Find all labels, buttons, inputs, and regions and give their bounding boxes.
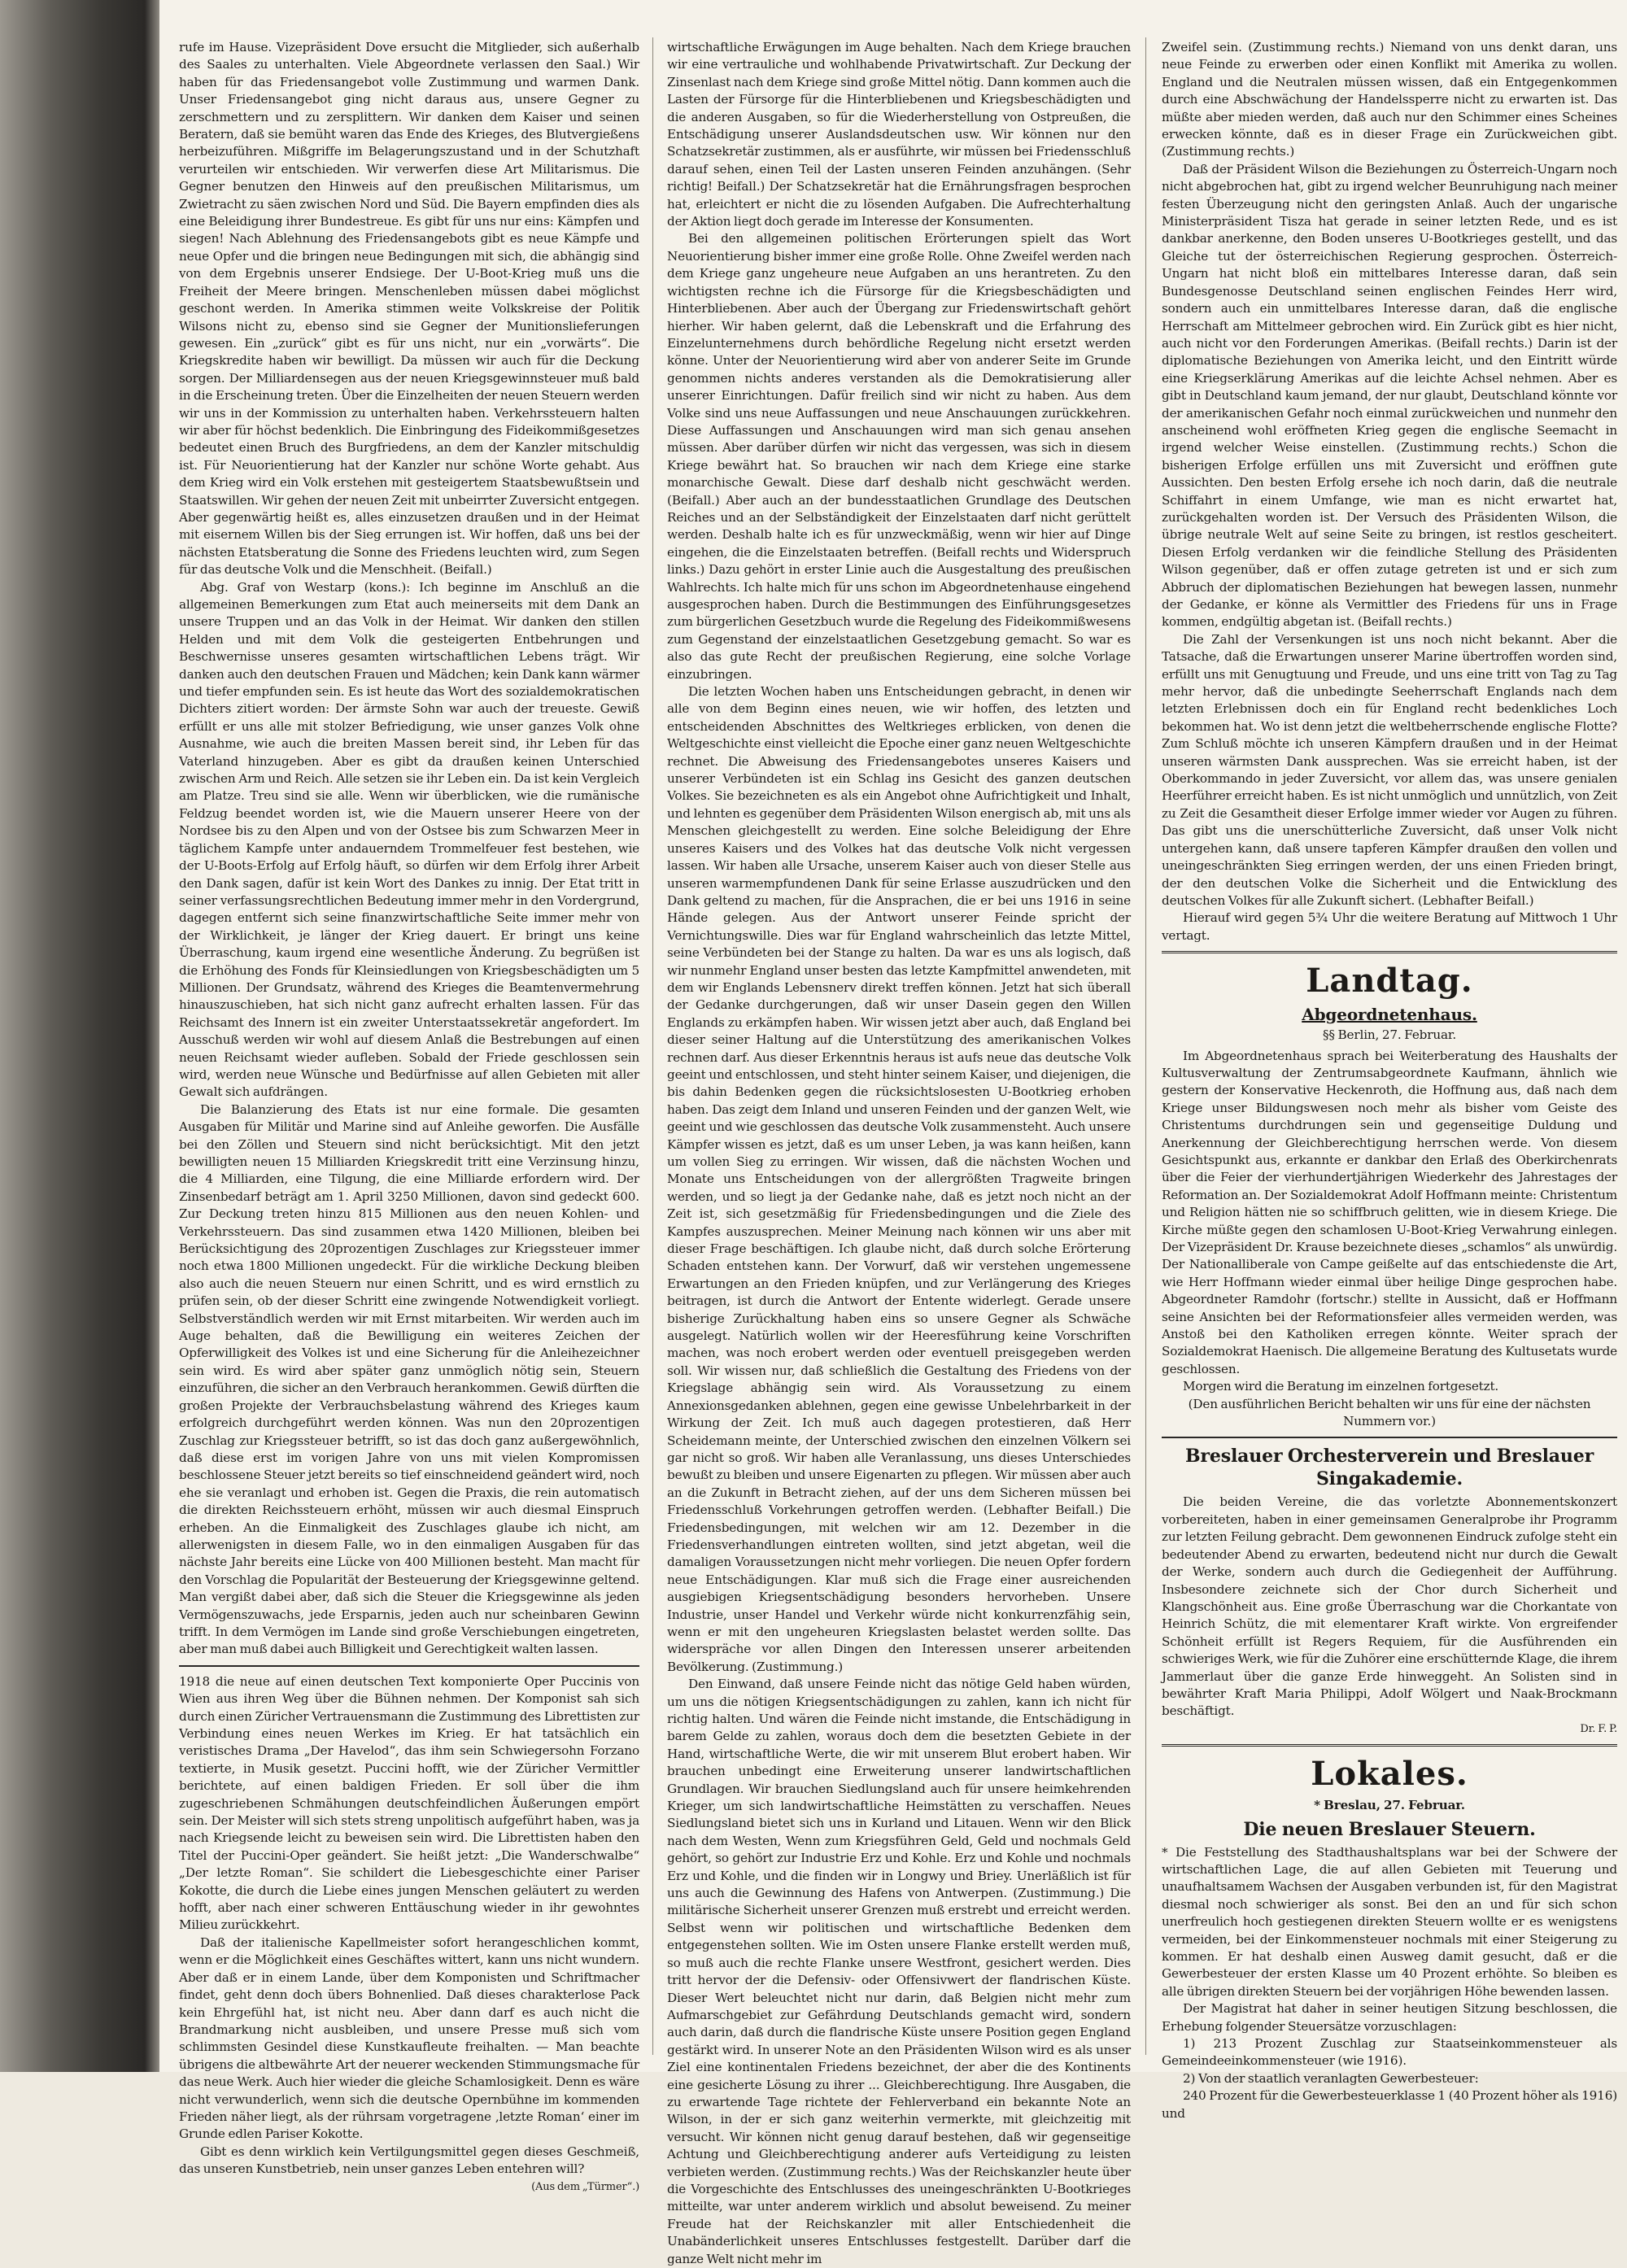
orchester-signature: Dr. F. P.	[1580, 1722, 1617, 1735]
col1-paragraph: Abg. Graf von Westarp (kons.): Ich beginne im Anschluß an die allgemeinen Bemerkungen zum Etat auch meinerseits mit dem Dank an unsere Truppen und an das Volk in der Heimat. Wir danken den stillen Helden und mit dem Volk die gesteigerten Entbehrungen und Beschwernisse unseres gesamten wirtschaftlichen Lebens trägt. Wir danken auch den deutschen Frauen und Mädchen; kein Dank kann wärmer und tiefer empfunden sein. Es ist heute das Wort des sozialdemokratischen Dichters zitiert worden: Der ärmste Sohn war auch der treueste. Gewiß erfüllt er uns alle mit stolzer Befriedigung, wie unser ganzes Volk ohne Ausnahme, wie auch die breiten Massen bereit sind, ihr Leben für das Vaterland hinzugeben. Aber es gibt da draußen keinen Unterschied zwischen Arm und Reich. Alle setzen sie ihr Leben ein. Da ist kein Vergleich am Platze. Treu sind sie alle. Wenn wir überblicken, wie die rumänische Feldzug beendet worden ist, wie die Mauern unserer Heere von der Nordsee bis zu den Alpen und von der Ostsee bis zum Schwarzen Meer in täglichem Kampfe unter andauerndem Trommelfeuer fest bestehen, wie der U-Boots-Erfolg auf Erfolg häuft, so dürfen wir dem Erfolg ihrer Arbeit den Dank sagen, dafür ist kein Wort des Dankes zu innig. Der Etat tritt in seiner verfassungsrechtlichen Bedeutung immer mehr in den Vordergrund, dagegen entfernt sich seine finanzwirtschaftliche Seite immer mehr von der Wirklichkeit, je länger der Krieg dauert. Er bringt uns keine Überraschung, kaum irgend eine wesentliche Änderung. Zu begrüßen ist die Erhöhung des Fonds für Kleinsiedlungen von Kriegsbeschädigten um 5 Millionen. Der Grundsatz, während des Krieges die Beamtenvermehrung hinauszuschieben, hat sich nicht ganz aufrecht erhalten lassen. Für das Reichsamt des Innern ist ein zweiter Unterstaatssekretär angefordert. Im Ausschuß werden wir wohl auf diesem Anlaß die Bestrebungen auf einen neuen Reichsamt wieder aufleben. Sobald der Friede geschlossen sein wird, werden neue Wünsche und Bedürfnisse auf allen Gebieten mit aller Gewalt sich aufdrängen.	[179, 579, 639, 1100]
newspaper-page	[159, 0, 1627, 2266]
orchester-paragraph: Die beiden Vereine, die das vorletzte Abonnementskonzert vorbereiteten, haben in einer gemeinsamen Generalprobe ihr Programm zur letzten Feilung gebracht. Dem gewonnenen Eindruck zufolge steht ein bedeutender Abend zu erwarten, bedeutend nicht nur durch die Gewalt der Werke, sondern auch durch die Gediegenheit der Aufführung. Insbesondere zeichnete sich der Chor durch Sicherheit und Klangschönheit aus. Eine große Überraschung war die Chorkantate von Heinrich Schütz, die mit elementarer Kraft wirkte. Von ergreifender Schönheit erfüllt ist Regers Requiem, für die Ausführenden ein schwieriges Werk, wie für die Zuhörer eine erschütternde Klage, die ihrem Jammerlaut über die ganze Erde hinweggeht. An Solisten sind in bewährter Kraft Maria Philippi, Adolf Wölgert und Naak-Brockmann beschäftigt.	[1162, 1494, 1617, 1719]
col3-paragraph: Daß der Präsident Wilson die Beziehungen zu Österreich-Ungarn noch nicht abgebrochen hat, gibt zu irgend welcher Beunruhigung nach meiner festen Überzeugung nicht den geringsten Anlaß. Auch der ungarische Ministerpräsident Tisza hat gerade in seiner letzten Rede, und es ist dankbar anerkenne, den Boden unseres U-Bootkrieges gestellt, und das Gleiche tut der österreichischen Regierung gesprochen. Österreich-Ungarn hat nicht bloß ein mittelbares Interesse daran, daß sein Bundesgenosse Deutschland seinen englischen Feindes Herr wird, sondern auch ein unmittelbares Interesse daran, daß die englische Herrschaft am Mittelmeer gebrochen wird. Ein Zurück gibt es hier nicht, auch nicht vor den Forderungen Amerikas. (Beifall rechts.) Darin ist der diplomatische Beziehungen von Amerika leicht, und den Eintritt würde eine Kriegserklärung Amerikas auf die leichte Achsel nehmen. Aber es gibt in Deutschland kaum jemand, der nur glaubt, Deutschland könnte vor der amerikanischen Gefahr noch einmal zurückweichen und nunmehr den anscheinend wohl eröffneten Krieg gegen die englische Seemacht in irgend welcher Weise einstellen. (Zustimmung rechts.) Schon die bisherigen Erfolge erfüllen uns mit Zuversicht und eröffnen gute Aussichten. Den besten Erfolg ersehe ich noch darin, daß die neutrale Schiffahrt in einem Umfange, wie man es nicht erwartet hat, zurückgehalten worden ist. Der Versuch des Präsidenten Wilson, die übrige neutrale Welt auf seine Seite zu bringen, ist restlos gescheitert. Diesen Erfolg verdanken wir die feindliche Stellung des Präsidenten Wilson gegenüber, daß er offen zutage getreten ist und er sich zum Abbruch der diplomatischen Beziehungen hat bewegen lassen, nunmehr der Gedanke, er könne als Vermittler des Friedens für uns in Frage kommen, endgültig abgetan ist. (Beifall rechts.)	[1162, 161, 1617, 630]
col3-paragraph: Die Zahl der Versenkungen ist uns noch nicht bekannt. Aber die Tatsache, daß die Erwartungen unserer Marine übertroffen worden sind, erfüllt uns mit Genugtuung und Freude, und uns eine tritt von Tag zu Tag mehr hervor, daß die unbedingte Seeherrschaft Englands nach dem letzten Erlebnissen doch ein für England recht bedenkliches Loch bekommen hat. Wo ist denn jetzt die weltbeherrschende englische Flotte? Zum Schluß möchte ich unseren Kämpfern draußen und in der Heimat unseren wärmsten Dank aussprechen. Was sie erreicht haben, ist der Oberkommando in jeder Zuversicht, vor allem das, was unsere genialen Heerführer erreicht haben. Es ist nicht unmöglich und unnützlich, von Zeit zu Zeit die Gesamtheit dieser Erfolge immer wieder vor Augen zu führen. Das gibt uns die unerschütterliche Zuversicht, daß unser Volk nicht untergehen kann, daß unsere tapferen Kämpfer draußen den vollen und uneingeschränkten Sieg erringen werden, der uns einen Frieden bringt, der den deutschen Volke die Sicherheit und die Entwicklung des deutschen Volkes für alle Zukunft sichert. (Lebhafter Beifall.)	[1162, 631, 1617, 908]
landtag-paragraph: Morgen wird die Beratung im einzelnen fortgesetzt.	[1183, 1379, 1499, 1394]
orchester-divider	[1162, 1437, 1617, 1438]
column-3	[1162, 39, 1617, 2121]
feuilleton	[179, 1673, 639, 2196]
col3-paragraph: Zweifel sein. (Zustimmung rechts.) Niemand von uns denkt daran, uns neue Feinde zu erwerben oder einen Konflikt mit Amerika zu wollen. England und die Neutralen müssen wissen, daß ein Entgegenkommen durch eine Abschwächung der Handelssperre nicht zu erwarten ist. Das müßte aber mieden werden, daß auch nur den Schimmer eines Scheines erwecken könnte, daß es in dieser Frage ein Zurückweichen gibt. (Zustimmung rechts.)	[1162, 40, 1617, 159]
landtag-dateline: §§ Berlin, 27. Februar.	[1322, 1027, 1457, 1043]
lokales-paragraph: 1) 213 Prozent Zuschlag zur Staatseinkommensteuer als Gemeindeeinkommensteuer (wie 1916).	[1162, 2036, 1617, 2069]
lokales-section	[1162, 1753, 1617, 2122]
col2-paragraph: wirtschaftliche Erwägungen im Auge behalten. Nach dem Kriege brauchen wir eine vertrauliche und wohlhabende Privatwirtschaft. Zur Deckung der Zinsenlast nach dem Kriege sind große Mittel nötig. Dann kommen auch die Lasten der Fürsorge für die Hinterbliebenen und Kriegsbeschädigten und die anderen Ausgaben, so für die Wiederherstellung von Ostpreußen, die Entschädigung unserer Auslandsdeutschen usw. Wir können nur den Schatzsekretär zustimmen, als er ausführte, wir müssen bei Friedensschluß darauf sehen, einen Teil der Lasten unseren Feinden anzuhängen. (Sehr richtig! Beifall.) Der Schatzsekretär hat die Ernährungsfragen besprochen hat, erleichtert er nicht die zu lösenden Aufgaben. Die Aufrechterhaltung der Aktion liegt doch gerade im Interesse der Konsumenten.	[667, 40, 1131, 229]
feuilleton-source: (Aus dem „Türmer“.)	[531, 2180, 639, 2193]
col2-paragraph: Die letzten Wochen haben uns Entscheidungen gebracht, in denen wir alle von dem Beginn eines neuen, wie wir hoffen, des letzten und entscheidenden Abschnittes des Weltkrieges erblicken, von denen die Weltgeschichte einst vielleicht die Epoche einer ganz neuen Weltgeschichte rechnet. Die Abweisung des Friedensangebotes unseres Kaisers und unserer Verbündeten ist ein Schlag ins Gesicht des ganzen deutschen Volkes. Sie bezeichneten es als ein Angebot ohne Aufrichtigkeit und Inhalt, und lehnten es gegenüber dem Präsidenten Wilson energisch ab, mit uns als Menschen gleichgestellt zu werden. Eine solche Beleidigung der Ehre unseres Kaisers und des Volkes hat das deutsche Volk nicht vergessen lassen. Wir haben alle Ursache, unserem Kaiser auch von dieser Stelle aus unseren warmempfundenen Dank für seine Erlasse auszudrücken und den Dank geltend zu machen, für die Ansprachen, die er bei uns 1916 in seine Hände gelegen. Aus der Antwort unserer Feinde spricht der Vernichtungswille. Dies war für England wahrscheinlich das letzte Mittel, seine Verbündeten bei der Stange zu halten. Da war es uns als logisch, daß wir nunmehr England unser besten das letzte Kampfmittel anwendeten, mit dem wir Englands Lebensnerv direkt treffen können. Jetzt hat sich überall der Gedanke durchgerungen, daß wir unser Dasein gegen den Willen Englands zu erkämpfen haben. Wir wissen jetzt aber auch, daß England bei dieser seiner Haltung auf die Unterstützung des amerikanischen Volkes rechnen darf. Aus dieser Erkenntnis heraus ist aufs neue das deutsche Volk geeint und entschlossen, und steht hinter seinem Kaiser, und diejenigen, die bis dahin Bedenken gegen die rücksichtslosesten U-Bootkrieg erhoben haben. Das zeigt dem Inland und unseren Feinden und der ganzen Welt, wie geeint und wie geschlossen das deutsche Volk zusammensteht. Auch unsere Kämpfer wissen es jetzt, daß es um unser Leben, ja was kann heißen, kann um vollen Sieg zu erringen. Wir wissen, daß die nächsten Wochen und Monate uns Entscheidungen von der allergrößten Tragweite bringen werden, und so liegt ja der Gedanke nahe, daß es jetzt noch nicht an der Zeit ist, sich gesetzmäßig für Friedensbedingungen und die Ziele des Kampfes auszusprechen. Meiner Meinung nach können wir uns aber mit dieser Frage beschäftigen. Ich glaube nicht, daß durch solche Erörterung Schaden entstehen kann. Der Vorwurf, daß wir verstehen ungemessene Erwartungen an den Frieden knüpfen, und zur Verlängerung des Krieges beitragen, ist durch die Antwort der Entente widerlegt. Gerade unsere bisherige Zurückhaltung haben eins so unsere Gegner als Schwäche ausgelegt. Natürlich wollen wir der Heeresführung keine Vorschriften machen, was noch erobert werden oder eventuell preisgegeben werden soll. Wir wissen nur, daß schließlich die Gestaltung des Friedens von der Kriegslage abhängig sein wird. Als Voraussetzung zu einem Annexionsgedanken ablehnen, gegen eine gewisse Unbelehrbarkeit in der Wirkung der Zeit. Ich muß auch dagegen protestieren, daß Herr Scheidemann meinte, der Unterschied zwischen den einzelnen Völkern sei gar nicht so groß. Wir haben alle Veranlassung, uns dieses Unterschiedes bewußt zu bleiben und unsere Eigenarten zu pflegen. Wir müssen aber auch an die Zukunft in Betracht ziehen, auf der uns dem Sicheren müssen bei Friedensschluß Vorkehrungen getroffen werden. (Lebhafter Beifall.) Die Friedensbedingungen, mit welchen wir am 12. Dezember in die Friedensverhandlungen eintreten wollten, sind jetzt abgetan, weil die damaligen Voraussetzungen nicht mehr vorliegen. Die neuen Opfer fordern neue Entschädigungen. Klar muß sich die Frage einer ausreichenden ausgiebigen Kriegsentschädigung besonders hervorheben. Unsere Industrie, unser Handel und Verkehr würde nicht konkurrenzfähig sein, wenn er mit den ungeheuren Kriegslasten belastet werden sollte. Das widerspräche vor allen Dingen den Interessen unserer arbeitenden Bevölkerung. (Zustimmung.)	[667, 684, 1131, 1674]
lokales-paragraph: Der Magistrat hat daher in seiner heutigen Sitzung beschlossen, die Erhebung folgender Steuersätze vorzuschlagen:	[1162, 2001, 1617, 2034]
col1-paragraph: Die Balanzierung des Etats ist nur eine formale. Die gesamten Ausgaben für Militär und Marine sind auf Anleihe geworfen. Die Ausfälle bei den Zöllen und Steuern sind nicht berücksichtigt. Mit den jetzt bewilligten neuen 15 Milliarden Kriegskredit tritt eine Verzinsung hinzu, die 4 Milliarden, eine Tilgung, die eine Milliarde erfordern wird. Der Zinsenbedarf beträgt am 1. April 3250 Millionen, davon sind gedeckt 600. Zur Deckung treten hinzu 815 Millionen aus den neuen Kohlen- und Verkehrssteuern. Das sind zusammen etwa 1420 Millionen, bleiben bei Berücksichtigung des 20prozentigen Zuschlages zur Kriegssteuer immer noch etwa 1800 Millionen ungedeckt. Für die wirkliche Deckung bleiben also auch die neuen Steuern nur einen Schritt, und es wird ernstlich zu prüfen sein, ob der dieser Schritt eine zwingende Notwendigkeit vorliegt. Selbstverständlich werden wir mit Ernst mitarbeiten. Wir werden auch im Auge behalten, daß die Bewilligung ein weiteres Zeichen der Opferwilligkeit des Volkes ist und eine Sicherung für die Anleihezeichner sein wird. Es wird aber später ganz unmöglich nötig sein, Steuern einzuführen, die sicher an den Verbrauch herankommen. Gewiß dürften die großen Projekte der Verbrauchsbelastung während des Krieges kaum erfolgreich durchgeführt werden können. Was nun den 20prozentigen Zuschlag zur Kriegssteuer betrifft, so ist das doch ganz außergewöhnlich, daß diese erst im vorigen Jahre von uns mit vielen Kompromissen beschlossene Steuer jetzt bereits so tief einschneidend geändert wird, noch ehe sie veranlagt und erhoben ist. Gegen die Praxis, die rein automatisch die direkten Reichssteuern erhöht, müssen wir auch diesmal Einspruch erheben. An die Einmaligkeit des Zuschlages glaube ich nicht, am allerwenigsten in diesem Falle, wo in den einmaligen Ausgaben für das nächste Jahr bereits eine Lücke von 400 Millionen besteht. Man macht für den Vorschlag die Popularität der Besteuerung der Kriegsgewinne geltend. Man vergißt dabei aber, daß sich die Steuer die Kriegsgewinne als jeden Vermögenszuwachs, jede Ersparnis, jeden auch nur scheinbaren Gewinn trifft. In dem Vermögen im Lande sind große Verschiebungen eingetreten, aber man muß dabei auch Billigkeit und Gerechtigkeit walten lassen.	[179, 1101, 639, 1657]
landtag-title: Landtag.	[1306, 962, 1473, 1001]
lokales-paragraph: * Die Feststellung des Stadthaushaltsplans war bei der Schwere der wirtschaftlichen Lage, die auf allen Gebieten mit Teuerung und unaufhaltsamem Wachsen der Ausgaben verbunden ist, für den Magistrat diesmal noch schwieriger als sonst. Bei den an und für sich schon unerfreulich hoch gestiegenen direkten Steuern wollte er es wenigstens vermeiden, bei der Einkommensteuer nochmals mit einer Steigerung zu kommen. Er hat deshalb einen Ausweg damit gesucht, daß er die Gewerbesteuer der ersten Klasse um 40 Prozent erhöhte. So bleiben es alle übrigen direkten Steuern bei der vorjährigen Höhe bewenden lassen.	[1162, 1844, 1617, 1999]
lokales-paragraph: 2) Von der staatlich veranlagten Gewerbesteuer:	[1183, 2070, 1479, 2086]
landtag-note: (Den ausführlichen Bericht behalten wir uns für eine der nächsten Nummern vor.)	[1188, 1396, 1591, 1429]
book-spine-edge	[145, 0, 159, 2072]
feuilleton-paragraph: 1918 die neue auf einen deutschen Text komponierte Oper Puccinis von Wien aus ihren Weg über die Bühnen nehmen. Der Komponist sah sich durch einen Züricher Vertrauensmann die Zustimmung des Librettisten zur Verbindung eines neuen Werkes im Krieg. Er hat tatsächlich ein veristisches Drama „Der Havelod“, das ihm sein Schwiegersohn Forzano textierte, in Musik gesetzt. Puccini hofft, wie der Züricher Vermittler berichtete, auf einen baldigen Frieden. Er soll über die ihm zugeschriebenen Schmähungen deutschfeindlichen Äußerungen empört sein. Der Meister will sich stets streng unpolitisch aufgeführt haben, was ja nach Kriegsende leicht zu beweisen sein wird. Die Librettisten haben den Titel der Puccini-Oper geändert. Sie heißt jetzt: „Die Wanderschwalbe“ „Der letzte Roman“. Sie schildert die Liebesgeschichte einer Pariser Kokotte, die durch die Liebe eines jungen Menschen geläutert zu werden hofft, aber nach einer schweren Enttäuschung wieder in ihr gewohntes Milieu zurückkehrt.	[179, 1673, 639, 1933]
lokales-dateline: * Breslau, 27. Februar.	[1314, 1798, 1465, 1813]
feuilleton-paragraph: Daß der italienische Kapellmeister sofort herangeschlichen kommt, wenn er die Möglichkeit eines Geschäftes wittert, kann uns nicht wundern. Aber daß er in einem Lande, über dem Komponisten und Schriftmacher findet, geht denn doch übers Bohnenlied. Daß dieses charakterlose Pack kein Ehrgefühl hat, ist nicht neu. Aber dann darf es auch nicht die Brandmarkung nicht ausbleiben, und unsere Presse muß sich vom schlimmsten Gesindel diese Kunstkaufleute freihalten. — Man beachte übrigens die altbewährte Art der neuerer weckenden Stimmungsmache für das neue Werk. Auch hier wieder die gleiche Schamlosigkeit. Denn es wäre nicht verwunderlich, wenn sich die deutsche Opernbühne im kommenden Frieden näher liegt, als der rührsam vorgetragene ‚letzte Roman‘ einer im Grunde edlen Pariser Kokotte.	[179, 1934, 639, 2142]
col2-paragraph: Den Einwand, daß unsere Feinde nicht das nötige Geld haben würden, um uns die nötigen Kriegsentschädigungen zu zahlen, kann ich nicht für richtig halten. Und wären die Feinde nicht imstande, die Entschädigung in barem Gelde zu zahlen, woraus doch dem die besetzten Gebiete in der Hand, wirtschaftliche Werte, die wir mit unserem Blut erobert haben. Wir brauchen unbedingt eine Erweiterung unserer landwirtschaftlichen Grundlagen. Wir brauchen Siedlungsland auch für unsere heimkehrenden Krieger, um sich landwirtschaftliche Heimstätten zu verschaffen. Neues Siedlungsland bietet sich uns in Kurland und Litauen. Wenn wir den Blick nach dem Westen, Wenn zum Kriegsführen Geld, Geld und nochmals Geld gehört, so gehört zur Industrie Erz und Kohle. Erz und Kohle und nochmals Erz und Kohle, und die finden wir in Longwy und Briey. Unerläßlich ist für uns auch die Gewinnung des Hafens von Antwerpen. (Zustimmung.) Die militärische Sicherheit unserer Grenzen muß erstrebt und erreicht werden. Selbst wenn wir politischen und wirtschaftliche Bedenken dem entgegenstehen sollten. Wie im Osten unsere Flanke erstellt werden muß, so muß auch die rechte Flanke unsere Westfront, gesichert werden. Dies tritt hervor der die Defensiv- oder Offensivwert der flandrischen Küste. Dieser Wert beleuchtet nicht nur darin, daß Belgien nicht mehr zum Aufmarschgebiet zur Gefährdung Deutschlands gemacht wird, sondern auch darin, daß durch die flandrische Küste unsere Position gegen England gestärkt wird. In unserer Note an den Präsidenten Wilson wird es als unser Ziel eine kontinentalen Friedens bezeichnet, der aber die des Kontinents eine gesicherte Lösung zu ihrer ... Gleichberechtigung. Ihre Ausgaben, die zu erwartende Tage richtete der Fehlerverband ein bekannte Note an Wilson, in der er sich ganz weiterhin vermerkte, mit gleichzeitig mit versucht. Wir können nicht genug darauf bestehen, daß wir gegenseitige Achtung und Gleichberechtigung anderer aufs Verteidigung zu leisten verbieten werden. (Zustimmung rechts.) Was der Reichskanzler heute über die Vorgeschichte des Entschlusses des uneingeschränkten U-Bootkrieges mitteilte, war unter anderem wirklich und absolut beweisend. Zu meiner Freude hat der Reichskanzler mit aller Entschiedenheit die Unabänderlichkeit unseres Entschlusses festgestellt. Darüber darf die ganze Welt nicht mehr im	[667, 1677, 1131, 2266]
lokales-title: Lokales.	[1311, 1755, 1468, 1794]
col1-paragraph: rufe im Hause. Vizepräsident Dove ersucht die Mitglieder, sich außerhalb des Saales zu unterhalten. Viele Abgeordnete verlassen den Saal.) Wir haben für das Friedensangebot volle Zustimmung und warmen Dank. Unser Friedensangebot ging nicht daraus aus, unsere Gegner zu zerschmettern und zu zersplittern. Wir danken dem Kaiser und seinen Beratern, daß sie bemüht waren das Ende des Krieges, des Blutvergießens herbeizuführen. Mißgriffe im Belagerungszustand und in der Schutzhaft verurteilen wir entschieden. Wir verwerfen diese Art Militarismus. Die Gegner benutzen den Hinweis auf den preußischen Militarismus, um Zwietracht zu säen zwischen Nord und Süd. Die Bayern empfinden dies als eine Beleidigung ihrer Bundestreue. Es gibt für uns nur eins: Kämpfen und siegen! Nach Ablehnung des Friedensangebots gibt es neue Kämpfe und neue Opfer und die bringen neue Bedingungen mit sich, die abhängig sind von dem Ergebnis unserer Endsiege. Der U-Boot-Krieg muß uns die Freiheit der Meere bringen. Menschenleben müssen dabei möglichst geschont werden. In Amerika stimmen weite Volkskreise der Politik Wilsons nicht zu, ebenso sind sie Gegner der Munitionslieferungen gewesen. Ein „zurück“ gibt es für uns nicht, nur ein „vorwärts“. Die Kriegskredite haben wir bewilligt. Da müssen wir auch für die Deckung sorgen. Der Milliardensegen aus der neuen Kriegsgewinnsteuer muß bald in die Erscheinung treten. Über die Einzelheiten der neuen Steuern werden wir uns in der Kommission zu unterhalten haben. Verkehrssteuern halten wir aber für höchst bedenklich. Die Einbringung des Fideikommißgesetzes bedeutet einen Bruch des Burgfriedens, an dem der Kanzler mitschuldig ist. Für Neuorientierung hat der Kanzler nur schöne Worte gehabt. Aus dem Krieg wird ein Volk erstehen mit gesteigertem Staatsbewußtsein und Staatswillen. Wir gehen der neuen Zeit mit unbeirrter Zuversicht entgegen. Aber gegenwärtig heißt es, alles einzusetzen draußen und in der Heimat mit eisernem Willen bis der Sieg errungen ist. Wir hoffen, daß uns bei der nächsten Etatsberatung die Sonne des Friedens leuchten wird, zum Segen für das deutsche Volk und die Menschheit. (Beifall.)	[179, 40, 640, 578]
column-rule-1	[652, 37, 653, 2055]
lokales-paragraph: 240 Prozent für die Gewerbesteuerklasse 1 (40 Prozent höher als 1916) und	[1162, 2088, 1617, 2121]
landtag-paragraph: Im Abgeordnetenhaus sprach bei Weiterberatung des Haushalts der Kultusverwaltung der Zentrumsabgeordnete Kaufmann, ähnlich wie gestern der Konservative Heckenroth, die Hoffnung aus, daß nach dem Kriege unser Bildungswesen noch mehr als bisher vom Geiste des Christentums durchdrungen sein und gegenseitige Duldung und Anerkennung der Gleichberechtigung herrschen werde. Von diesem Gesichtspunkt aus, erkannte er dankbar den Erlaß des Oberkirchenrats über die Feier der vierhundertjährigen Wiederkehr des Jahrestages der Reformation an. Der Sozialdemokrat Adolf Hoffmann meinte: Christentum und Religion hätten nie so schiffbruch gelitten, wie in diesem Kriege. Die Kirche müßte gegen den schamlosen U-Boot-Krieg Verwahrung einlegen. Der Vizepräsident Dr. Krause bezeichnete dieses „schamlos“ als unwürdig. Der Nationalliberale von Campe geißelte auf das entschiedenste die Art, wie Herr Hoffmann wieder einmal über heilige Dinge gesprochen habe. Abgeordneter Ramdohr (fortschr.) stellte in Aussicht, daß er Hoffmann seine Ansichten bei der Reformationsfeier alles vermeiden werden, was Anstoß bei den Katholiken erregen könnte. Weiter sprach der Sozialdemokrat Haenisch. Die allgemeine Beratung des Kultusetats wurde geschlossen.	[1162, 1048, 1617, 1376]
orchester-title: Breslauer Orchesterverein und Breslauer Singakademie.	[1184, 1446, 1594, 1490]
feuilleton-paragraph: Gibt es denn wirklich kein Vertilgungsmittel gegen dieses Geschmeiß, das unseren Kunstbetrieb, nein unser ganzes Leben entehren will?	[179, 2144, 639, 2177]
book-spine	[0, 0, 145, 2072]
feuilleton-divider	[179, 1665, 639, 1667]
column-2	[667, 39, 1131, 2266]
landtag-subtitle: Abgeordnetenhaus.	[1302, 1005, 1477, 1025]
column-1	[179, 39, 640, 2193]
orchester-section	[1162, 1445, 1617, 1738]
landtag-section	[1162, 960, 1617, 1430]
lokales-headline: Die neuen Breslauer Steuern.	[1243, 1818, 1536, 1840]
lokales-divider	[1162, 1744, 1617, 1747]
column-rule-2	[1145, 37, 1146, 2055]
col2-paragraph: Bei den allgemeinen politischen Erörterungen spielt das Wort Neuorientierung bisher immer eine große Rolle. Ohne Zweifel werden nach dem Kriege ganz ungeheure neue Aufgaben an uns herantreten. Zu den wichtigsten rechne ich die Fürsorge für die Kriegsbeschädigten und Hinterbliebenen. Aber auch der Übergang zur Friedenswirtschaft gehört hierher. Wir haben gelernt, daß die Lebenskraft und die Erfahrung des Einzelunternehmens durch behördliche Regelung nicht ersetzt werden könne. Unter der Neuorientierung wird aber von anderer Seite im Grunde genommen nichts anderes verstanden als die Demokratisierung aller unserer Einrichtungen. Dafür freilich sind wir nicht zu haben. Aus dem Volke sind uns neue Auffassungen und neue Anschauungen zurückkehren. Diese Auffassungen und Anschauungen wird man sich genau ansehen müssen. Aber darüber dürfen wir nicht das vergessen, was sich in diesem Kriege bewährt hat. So brauchen wir nach dem Kriege eine starke monarchische Gewalt. Diese darf deshalb nicht geschwächt werden. (Beifall.) Aber auch an der bundesstaatlichen Grundlage des Deutschen Reiches und an der Selbständigkeit der Einzelstaaten darf nicht gerüttelt werden. Deshalb halte ich es für unzweckmäßig, wenn wir hier auf Dinge eingehen, die die Einzelstaaten betreffen. (Beifall rechts und Widerspruch links.) Dazu gehört in erster Linie auch die Ausgestaltung des preußischen Wahlrechts. Ich halte mich für uns schon im Abgeordnetenhause eingehend ausgesprochen haben. Durch die Bestimmungen des Einführungsgesetzes zum bürgerlichen Gesetzbuch wurde die Regelung des Fideikommißwesens zum Gegenstand der einzelstaatlichen Gesetzgebung gemacht. So war es also das gute Recht der preußischen Regierung, eine solche Vorlage einzubringen.	[667, 231, 1131, 682]
col3-paragraph: Hierauf wird gegen 5¾ Uhr die weitere Beratung auf Mittwoch 1 Uhr vertagt.	[1162, 910, 1617, 943]
landtag-divider	[1162, 951, 1617, 953]
